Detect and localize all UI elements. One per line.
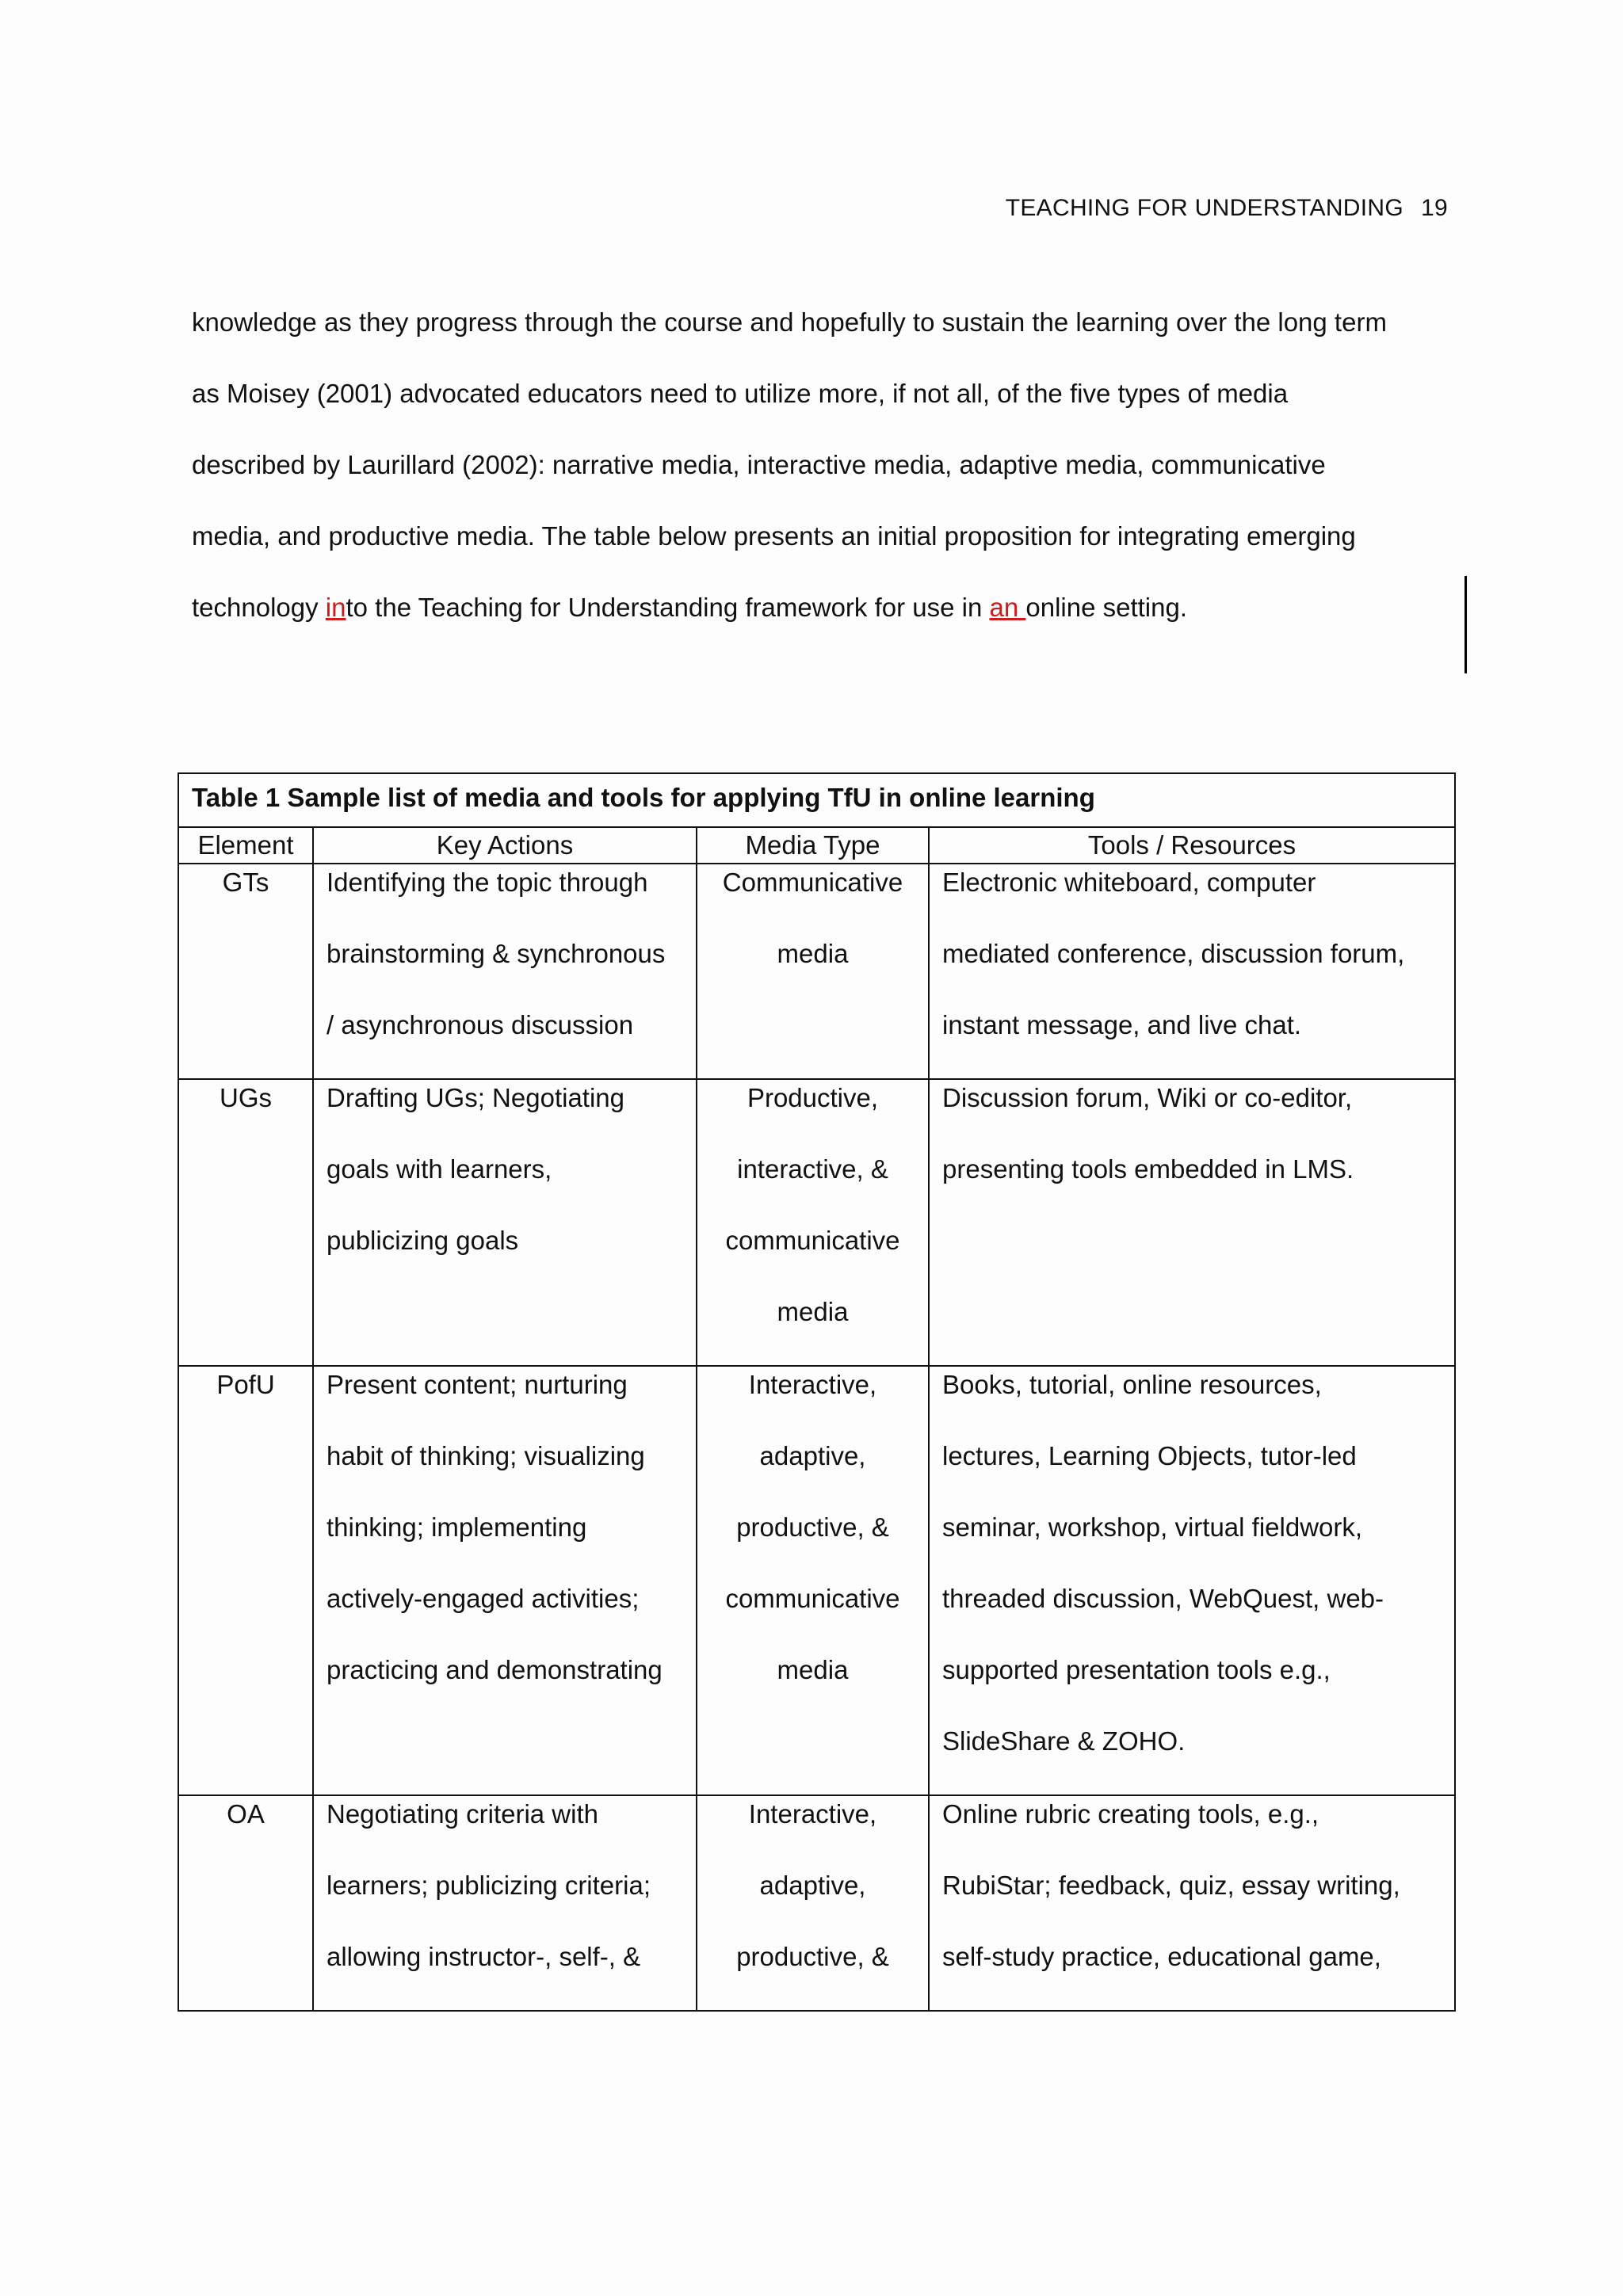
cell-text: OA	[227, 1799, 265, 1829]
cell-text: interactive, &	[737, 1154, 888, 1184]
media-type-cell	[697, 1795, 929, 2011]
cell-text: Electronic whiteboard, computer	[942, 868, 1316, 897]
key-actions-cell	[313, 864, 697, 1079]
paragraph-line	[192, 572, 1476, 643]
tools-cell	[929, 864, 1455, 1079]
tools-cell	[929, 1366, 1455, 1795]
media-tools-table	[178, 772, 1456, 2012]
header-tools: Tools / Resources	[929, 827, 1455, 864]
element-cell	[178, 864, 313, 1079]
cell-text: SlideShare & ZOHO.	[942, 1726, 1186, 1756]
tracked-insertion[interactable]: an	[989, 593, 1026, 622]
cell-text: media	[777, 1297, 849, 1326]
paragraph-line: as Moisey (2001) advocated educators need to utilize more, if not all, of the five types of media	[192, 379, 1289, 408]
key-actions-cell	[313, 1795, 697, 2011]
tools-cell	[929, 1079, 1455, 1366]
paragraph-line: media, and productive media. The table below presents an initial proposition for integrating emerging	[192, 521, 1356, 551]
cell-text: productive, &	[736, 1942, 889, 1971]
cell-text: thinking; implementing	[327, 1512, 587, 1542]
paragraph-line: knowledge as they progress through the course and hopefully to sustain the learning over the long term	[192, 307, 1387, 337]
cell-text: self-study practice, educational game,	[942, 1942, 1381, 1971]
media-type-cell	[697, 1079, 929, 1366]
cell-text: lectures, Learning Objects, tutor-led	[942, 1441, 1357, 1470]
cell-text: instant message, and live chat.	[942, 1010, 1302, 1039]
cell-text: Negotiating criteria with	[327, 1799, 598, 1829]
cell-text: Communicative	[722, 868, 903, 897]
paragraph-line: described by Laurillard (2002): narrative media, interactive media, adaptive media, communicative	[192, 450, 1326, 479]
key-actions-cell	[313, 1366, 697, 1795]
cell-text: Discussion forum, Wiki or co-editor,	[942, 1083, 1353, 1112]
header-key-actions: Key Actions	[313, 827, 697, 864]
tracked-insertion[interactable]: in	[325, 593, 346, 622]
cell-text: adaptive,	[759, 1441, 866, 1470]
body-paragraph	[192, 287, 1476, 643]
running-title: TEACHING FOR UNDERSTANDING	[1005, 195, 1404, 221]
caption-row	[178, 773, 1455, 827]
cell-text: productive, &	[736, 1512, 889, 1542]
cell-text: / asynchronous discussion	[327, 1010, 634, 1039]
table-row	[178, 1366, 1455, 1795]
table-row	[178, 1795, 1455, 2011]
cell-text: practicing and demonstrating	[327, 1655, 663, 1684]
cell-text: actively-engaged activities;	[327, 1584, 640, 1613]
cell-text: threaded discussion, WebQuest, web-	[942, 1584, 1384, 1613]
media-type-cell	[697, 1366, 929, 1795]
cell-text: media	[777, 939, 849, 968]
header-media-type: Media Type	[697, 827, 929, 864]
cell-text: learners; publicizing criteria;	[327, 1871, 651, 1900]
cell-text: Books, tutorial, online resources,	[942, 1370, 1322, 1399]
header-element: Element	[178, 827, 313, 864]
element-cell	[178, 1366, 313, 1795]
cell-text: Drafting UGs; Negotiating	[327, 1083, 625, 1112]
cell-text: adaptive,	[759, 1871, 866, 1900]
cell-text: habit of thinking; visualizing	[327, 1441, 645, 1470]
header-row	[178, 827, 1455, 864]
element-cell	[178, 1795, 313, 2011]
running-head	[1006, 195, 1448, 222]
change-bar	[1465, 576, 1467, 673]
cell-text: UGs	[220, 1083, 272, 1112]
cell-text: Present content; nurturing	[327, 1370, 628, 1399]
cell-text: seminar, workshop, virtual fieldwork,	[942, 1512, 1363, 1542]
table-row	[178, 864, 1455, 1079]
cell-text: mediated conference, discussion forum,	[942, 939, 1405, 968]
cell-text: Online rubric creating tools, e.g.,	[942, 1799, 1319, 1829]
cell-text: Productive,	[747, 1083, 879, 1112]
cell-text: supported presentation tools e.g.,	[942, 1655, 1331, 1684]
cell-text: publicizing goals	[327, 1226, 519, 1255]
cell-text: Interactive,	[748, 1799, 877, 1829]
cell-text: Interactive,	[748, 1370, 877, 1399]
element-cell	[178, 1079, 313, 1366]
cell-text: PofU	[216, 1370, 275, 1399]
media-type-cell	[697, 864, 929, 1079]
cell-text: media	[777, 1655, 849, 1684]
paragraph-text: online setting.	[1025, 593, 1187, 622]
cell-text: presenting tools embedded in LMS.	[942, 1154, 1354, 1184]
cell-text: brainstorming & synchronous	[327, 939, 666, 968]
table-row	[178, 1079, 1455, 1366]
paragraph-text: technology	[192, 593, 326, 622]
cell-text: allowing instructor-, self-, &	[327, 1942, 641, 1971]
cell-text: GTs	[222, 868, 269, 897]
table-caption: Table 1 Sample list of media and tools for applying TfU in online learning	[178, 773, 1455, 827]
cell-text: goals with learners,	[327, 1154, 552, 1184]
page-number: 19	[1421, 195, 1448, 221]
cell-text: RubiStar; feedback, quiz, essay writing,	[942, 1871, 1400, 1900]
cell-text: communicative	[725, 1226, 900, 1255]
paragraph-text: to the Teaching for Understanding framework for use in	[346, 593, 990, 622]
key-actions-cell	[313, 1079, 697, 1366]
cell-text: communicative	[725, 1584, 900, 1613]
cell-text: Identifying the topic through	[327, 868, 648, 897]
tools-cell	[929, 1795, 1455, 2011]
